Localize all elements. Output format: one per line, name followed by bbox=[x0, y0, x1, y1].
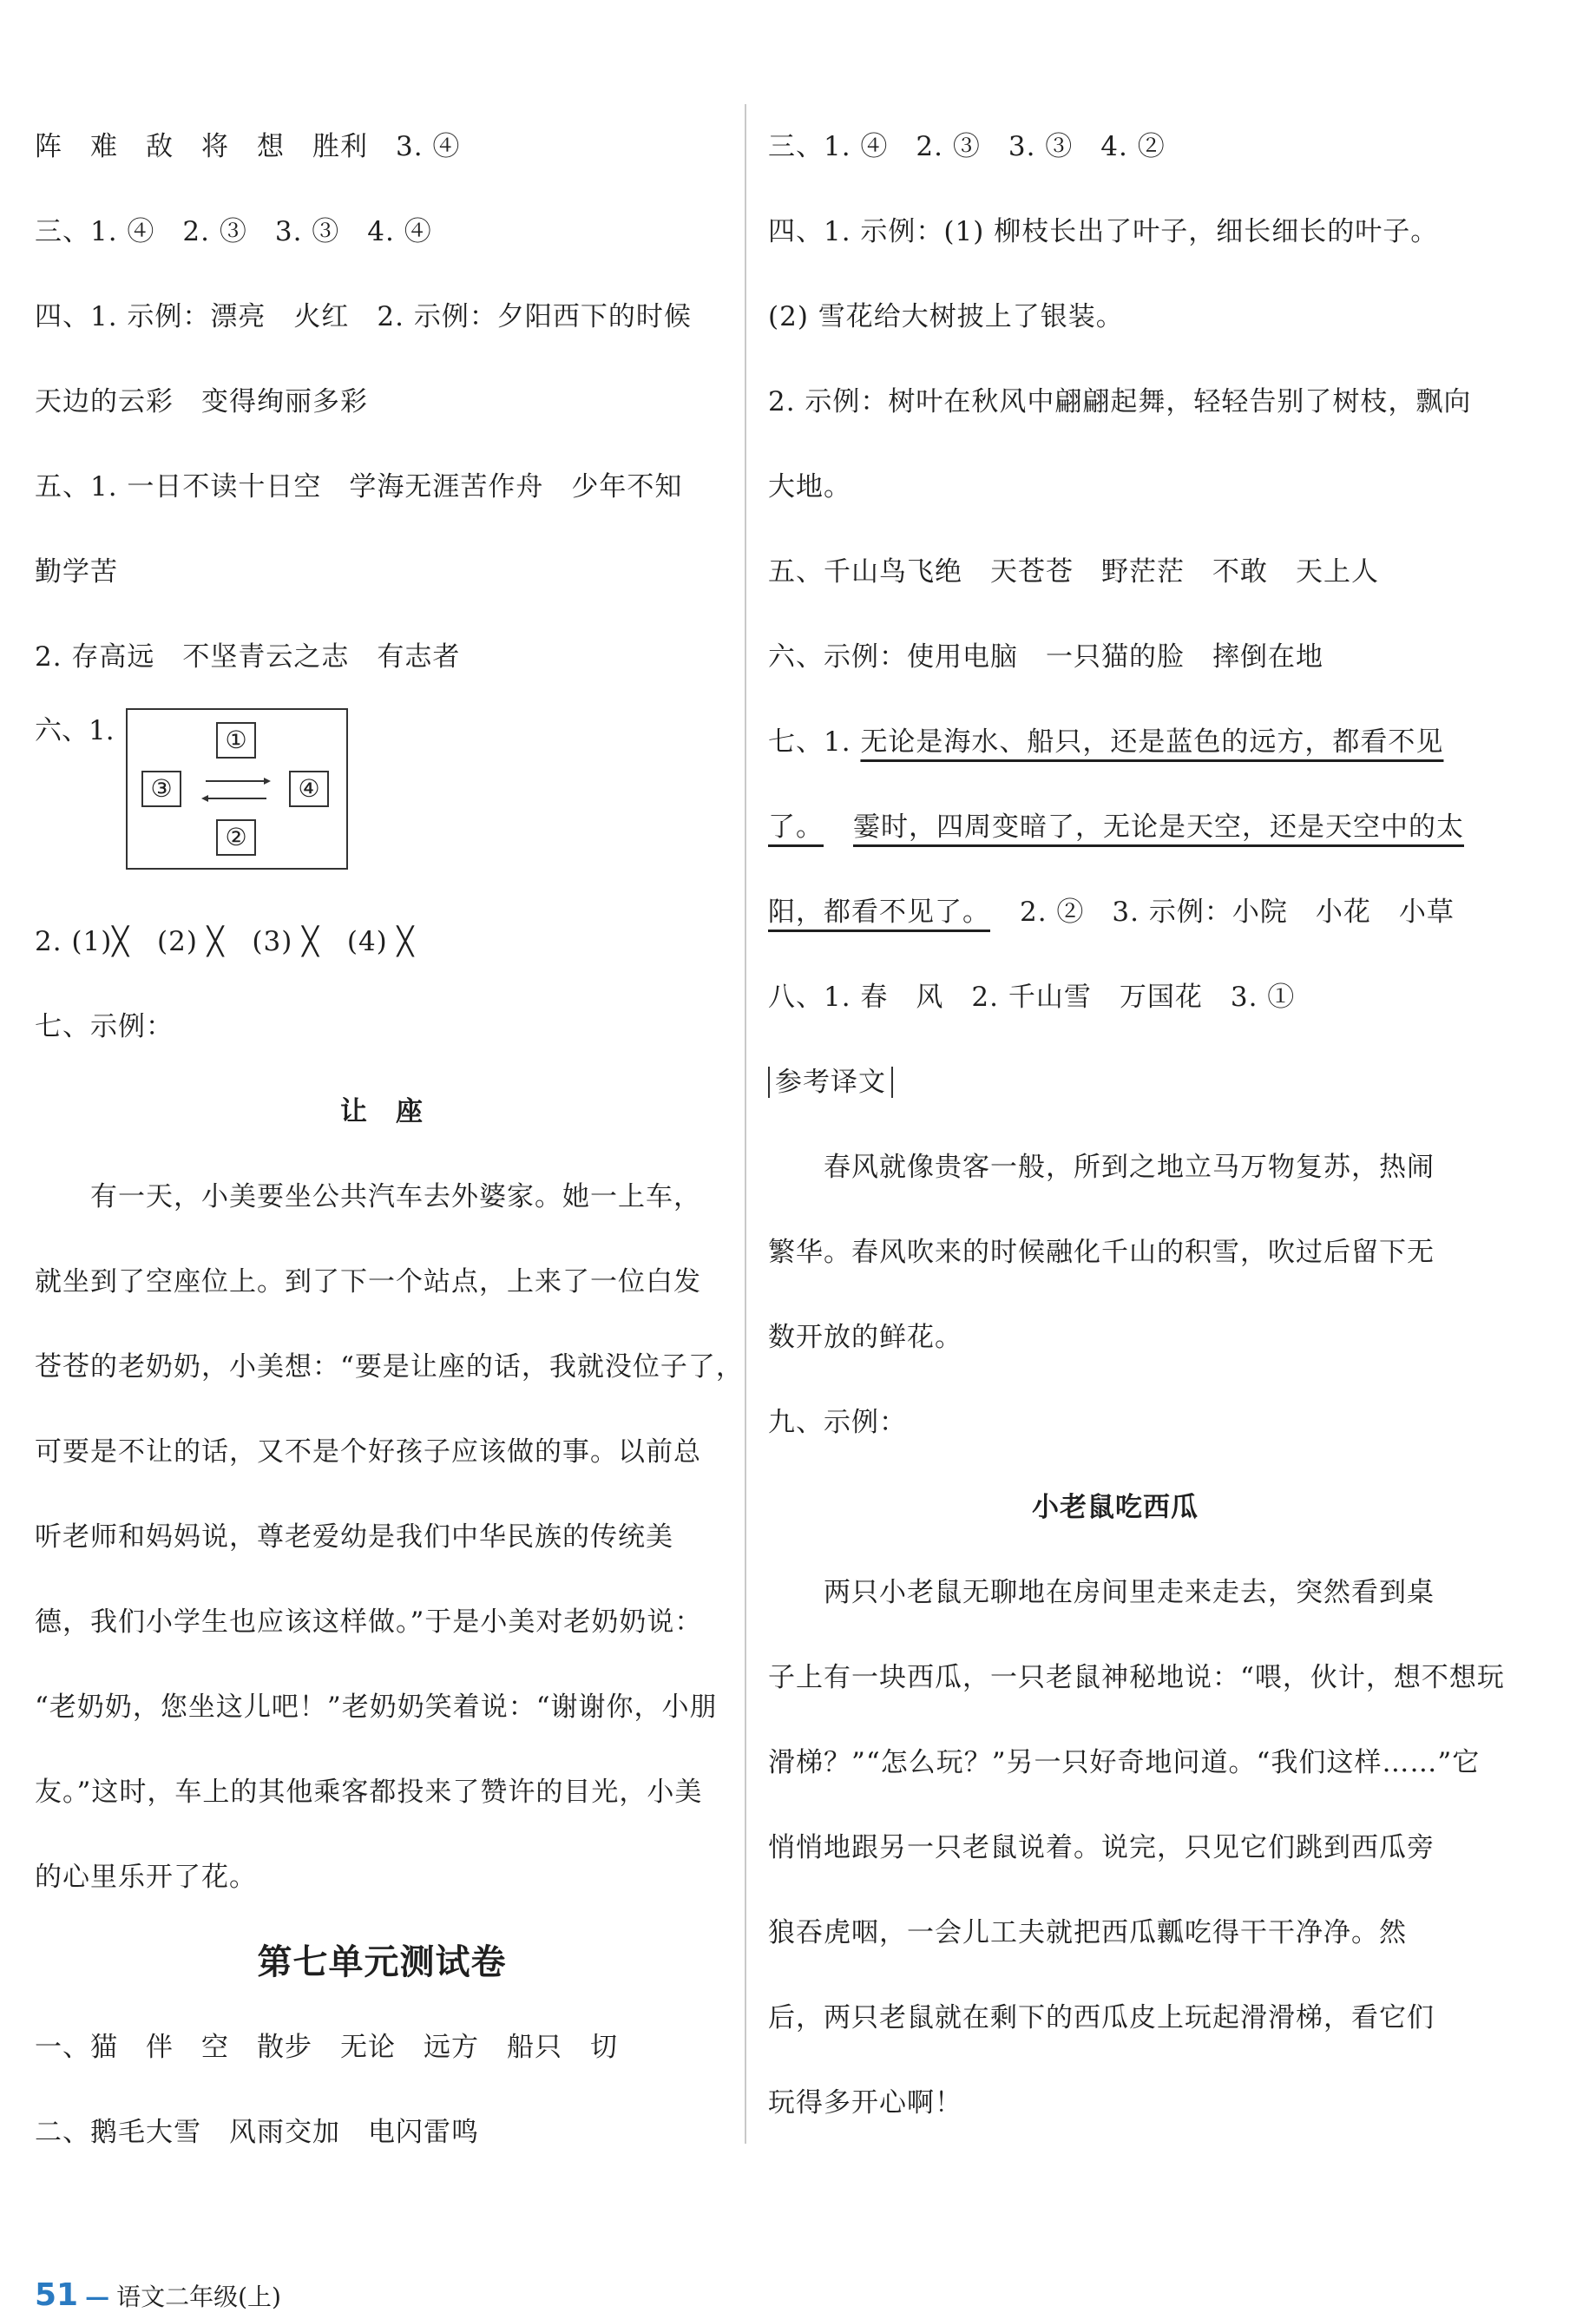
answer-line: 天边的云彩 变得绚丽多彩 bbox=[35, 386, 368, 417]
answer-line bbox=[768, 785, 1462, 870]
translation-line: 春风就像贵客一般，所到之地立马万物复苏，热闹 bbox=[824, 1152, 1435, 1183]
answer-line bbox=[768, 700, 1462, 785]
essay-line: 德，我们小学生也应该这样做。”于是小美对老奶奶说： bbox=[35, 1606, 703, 1638]
answer-line: 一、猫 伴 空 散步 无论 远方 船只 切 bbox=[35, 2032, 618, 2063]
essay-line: 听老师和妈妈说，尊老爱幼是我们中华民族的传统美 bbox=[35, 1521, 673, 1553]
diagram-label: 六、1. bbox=[35, 715, 115, 746]
answer-line: 2. 存高远 不坚青云之志 有志者 bbox=[35, 641, 461, 673]
answer-line: 2. 示例：树叶在秋风中翩翩起舞，轻轻告别了树枝，飘向 bbox=[768, 386, 1472, 417]
essay-line: 友。”这时，车上的其他乘客都投来了赞许的目光，小美 bbox=[35, 1777, 703, 1808]
right-column bbox=[768, 104, 1505, 2145]
diagram-cell-bottom: ② bbox=[216, 819, 256, 856]
answer-line: 三、1. ④ 2. ③ 3. ③ 4. ② bbox=[768, 131, 1166, 162]
answer-line: 七、示例： bbox=[35, 1011, 174, 1042]
answer-line: 2. (1)╳ (2) ╳ (3) ╳ (4) ╳ bbox=[35, 926, 415, 957]
unit-title: 第七单元测试卷 bbox=[257, 1942, 507, 1982]
essay-line: 就坐到了空座位上。到了下一个站点，上来了一位白发 bbox=[35, 1266, 701, 1297]
essay-line: 的心里乐开了花。 bbox=[35, 1862, 257, 1893]
essay-line: 有一天，小美要坐公共汽车去外婆家。她一上车， bbox=[90, 1181, 701, 1212]
column-divider bbox=[745, 104, 746, 2144]
essay-title: 让 座 bbox=[340, 1096, 424, 1127]
translation-line: 繁华。春风吹来的时候融化千山的积雪，吹过后留下无 bbox=[768, 1237, 1435, 1268]
answer-line: 八、1. 春 风 2. 千山雪 万国花 3. ① bbox=[768, 982, 1296, 1013]
underlined-answer: 霎时，四周变暗了，无论是天空，还是天空中的太 bbox=[853, 811, 1464, 843]
diagram-cell-right: ④ bbox=[289, 771, 329, 807]
translation-line: 数开放的鲜花。 bbox=[768, 1322, 962, 1353]
essay-line: 子上有一块西瓜，一只老鼠神秘地说：“喂，伙计，想不想玩 bbox=[768, 1662, 1505, 1693]
essay-line: 悄悄地跟另一只老鼠说着。说完，只见它们跳到西瓜旁 bbox=[768, 1832, 1435, 1863]
essay-line: “老奶奶，您坐这儿吧！”老奶奶笑着说：“谢谢你，小朋 bbox=[35, 1692, 718, 1723]
answer-line: 大地。 bbox=[768, 471, 851, 503]
answer-line: (2) 雪花给大树披上了银装。 bbox=[768, 301, 1124, 332]
answer-line: 阵 难 敌 将 想 胜利 3. ④ bbox=[35, 131, 461, 162]
book-title: 语文二年级(上) bbox=[116, 2283, 281, 2311]
answer-text: 2. ② 3. 示例：小院 小花 小草 bbox=[1020, 897, 1455, 928]
answer-line: 九、示例： bbox=[768, 1407, 907, 1438]
essay-line: 两只小老鼠无聊地在房间里走来走去，突然看到桌 bbox=[824, 1577, 1435, 1608]
essay-line: 滑梯？”“怎么玩？”另一只好奇地问道。“我们这样……”它 bbox=[768, 1747, 1481, 1778]
answer-line: 四、1. 示例：(1) 柳枝长出了叶子，细长细长的叶子。 bbox=[768, 216, 1439, 247]
underlined-answer: 无论是海水、船只，还是蓝色的远方，都看不见 bbox=[860, 726, 1444, 758]
answer-line: 三、1. ④ 2. ③ 3. ③ 4. ④ bbox=[35, 216, 432, 247]
arrangement-diagram bbox=[35, 700, 729, 899]
essay-line: 玩得多开心啊！ bbox=[768, 2087, 962, 2119]
answer-line: 二、鹅毛大雪 风雨交加 电闪雷鸣 bbox=[35, 2117, 479, 2148]
translation-heading: 参考译文 bbox=[768, 1067, 893, 1098]
diagram-frame bbox=[126, 708, 348, 870]
answer-prefix: 七、1. bbox=[768, 726, 861, 758]
page-number: 51 bbox=[35, 2277, 79, 2313]
underlined-answer: 了。 bbox=[768, 811, 824, 843]
essay-line: 可要是不让的话，又不是个好孩子应该做的事。以前总 bbox=[35, 1436, 701, 1468]
answer-line: 五、1. 一日不读十日空 学海无涯苦作舟 少年不知 bbox=[35, 471, 683, 503]
answer-line bbox=[768, 870, 1462, 955]
page-footer: 51 — 语文二年级(上) bbox=[35, 2277, 281, 2313]
essay-line: 苍苍的老奶奶，小美想：“要是让座的话，我就没位子了， bbox=[35, 1351, 744, 1383]
arrows-icon bbox=[201, 772, 271, 807]
essay-line: 狼吞虎咽，一会儿工夫就把西瓜瓤吃得干干净净。然 bbox=[768, 1917, 1407, 1948]
essay-line: 后，两只老鼠就在剩下的西瓜皮上玩起滑滑梯，看它们 bbox=[768, 2002, 1435, 2033]
left-column bbox=[35, 104, 744, 2313]
underlined-answer: 阳，都看不见了。 bbox=[768, 897, 990, 928]
answer-line: 勤学苦 bbox=[35, 556, 118, 588]
answer-line: 六、示例：使用电脑 一只猫的脸 摔倒在地 bbox=[768, 641, 1323, 673]
answer-line: 五、千山鸟飞绝 天苍苍 野茫茫 不敢 天上人 bbox=[768, 556, 1379, 588]
diagram-cell-top: ① bbox=[216, 722, 256, 759]
diagram-cell-left: ③ bbox=[141, 771, 181, 807]
translation-heading-line bbox=[768, 1040, 1462, 1125]
essay-title: 小老鼠吃西瓜 bbox=[1032, 1492, 1199, 1523]
answer-line: 四、1. 示例：漂亮 火红 2. 示例：夕阳西下的时候 bbox=[35, 301, 692, 332]
